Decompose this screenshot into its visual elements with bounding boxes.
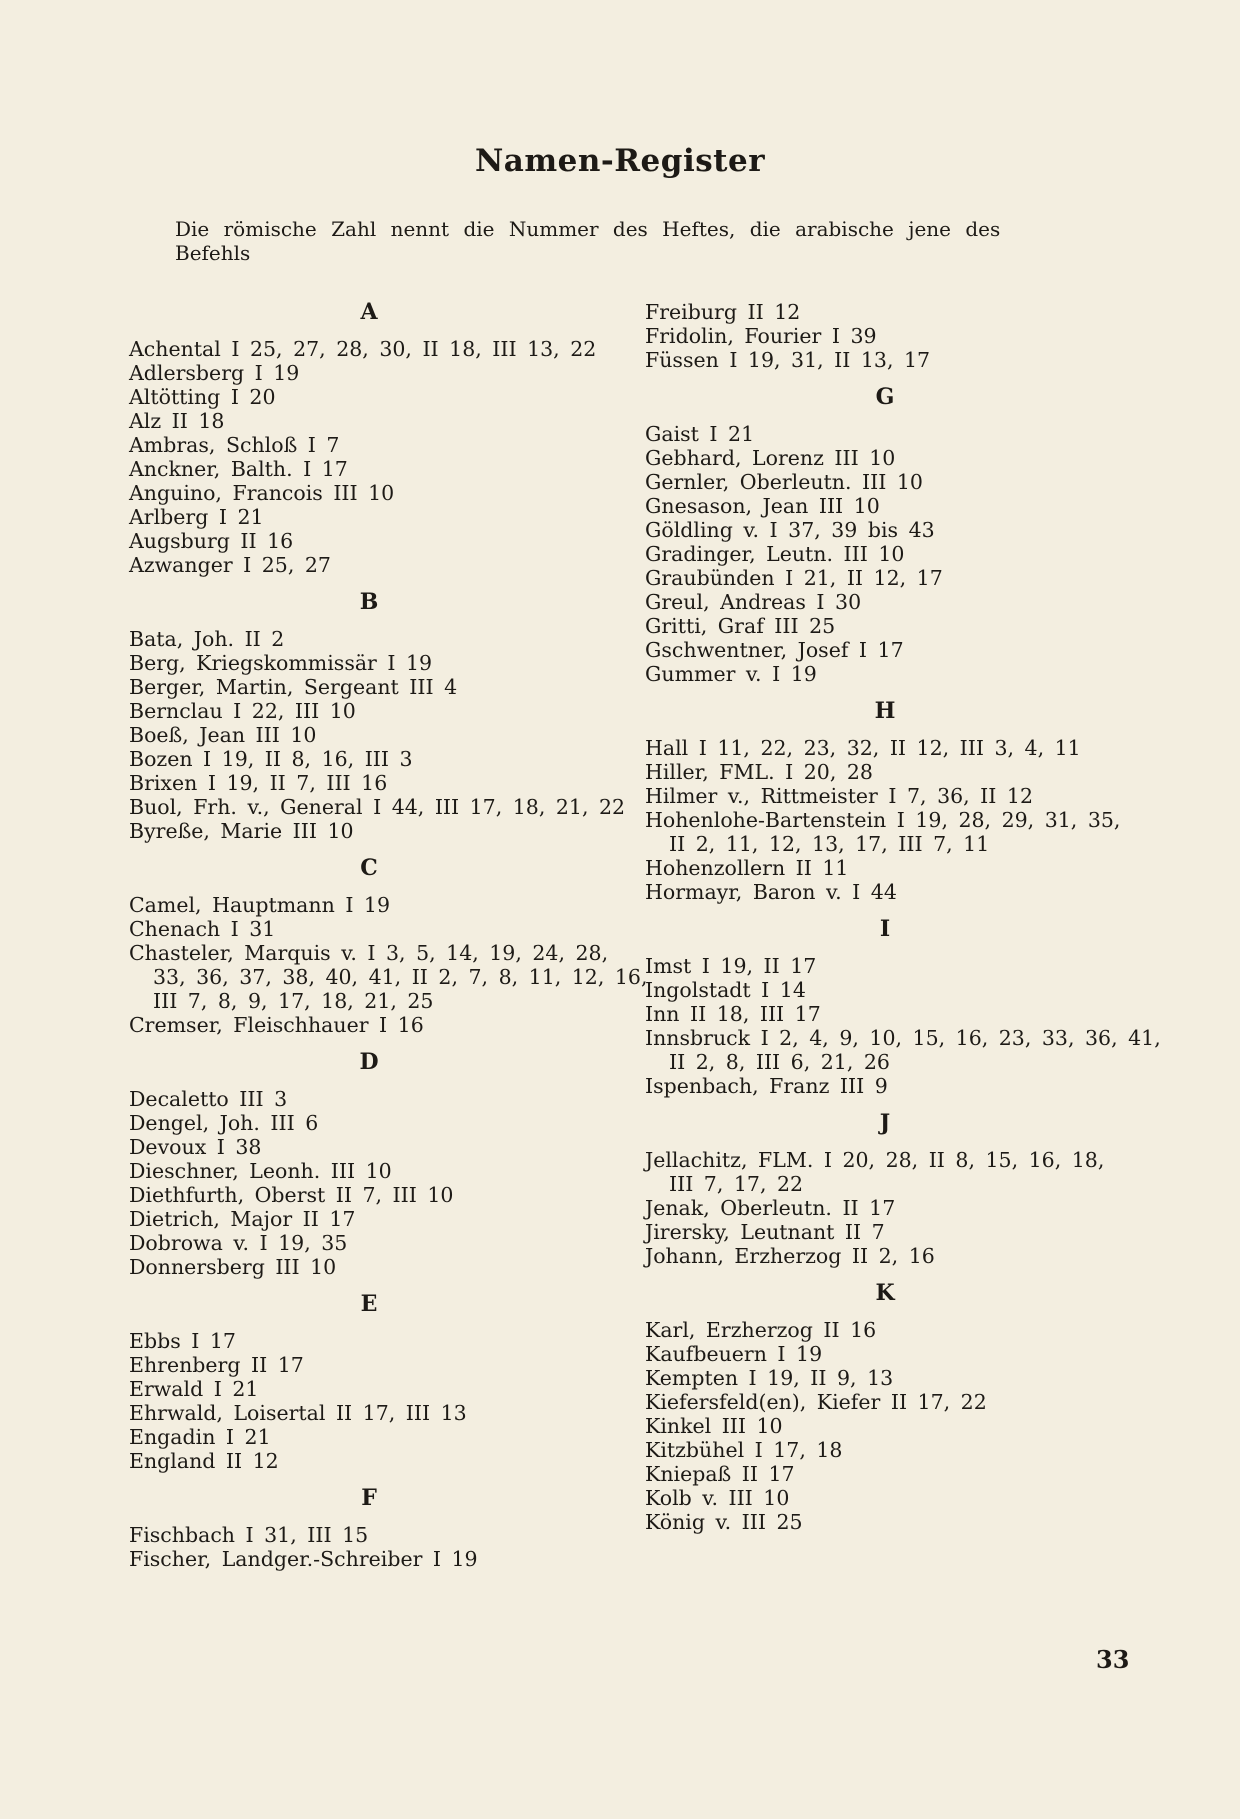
index-entry	[129, 1401, 629, 1425]
entry-line: Achental I 25, 27, 28, 30, II 18, III 13, 22	[129, 337, 597, 361]
section-letter: H	[874, 698, 896, 724]
index-entry	[129, 627, 629, 651]
index-entry	[129, 675, 629, 699]
index-entry	[645, 736, 1145, 760]
entry-line: Diethfurth, Oberst II 7, III 10	[129, 1183, 454, 1207]
index-entry	[645, 1462, 1145, 1486]
index-entry	[645, 662, 1145, 686]
index-entry	[129, 1135, 629, 1159]
entry-line: Greul, Andreas I 30	[645, 590, 862, 614]
index-section	[645, 1281, 1145, 1534]
index-entry	[129, 1087, 629, 1111]
entry-line: Ambras, Schloß I 7	[129, 433, 340, 457]
entry-continuation-line: 33, 36, 37, 38, 40, 41, II 2, 7, 8, 11, 12, 16,	[153, 965, 648, 989]
index-entry	[645, 856, 1145, 880]
entry-line: Ehrenberg II 17	[129, 1353, 304, 1377]
entry-line: Dengel, Joh. III 6	[129, 1111, 319, 1135]
entry-line: Gaist I 21	[645, 422, 755, 446]
index-entry	[645, 978, 1145, 1002]
register-explanation: Die römische Zahl nennt die Nummer des Heftes, die arabische jene des Befehls	[175, 217, 1001, 265]
entry-line: Kiefersfeld(en), Kiefer II 17, 22	[645, 1390, 987, 1414]
index-entry	[645, 1486, 1145, 1510]
entry-line: Ispenbach, Franz III 9	[645, 1074, 888, 1098]
section-letter: E	[360, 1291, 378, 1317]
index-entry	[129, 747, 629, 771]
entry-line: Inn II 18, III 17	[645, 1002, 821, 1026]
entry-continuation-line: III 7, 8, 9, 17, 18, 21, 25	[153, 989, 434, 1013]
section-letter: C	[360, 855, 378, 881]
entry-line: Kniepaß II 17	[645, 1462, 795, 1486]
index-section	[129, 1486, 629, 1571]
entry-line: Cremser, Fleischhauer I 16	[129, 1013, 424, 1037]
index-section	[645, 916, 1161, 1098]
section-letter: K	[875, 1280, 895, 1306]
entry-line: Erwald I 21	[129, 1377, 259, 1401]
entry-line: Fischer, Landger.-Schreiber I 19	[129, 1547, 478, 1571]
index-entry	[129, 1231, 629, 1255]
index-entry	[129, 917, 629, 941]
entry-line: Brixen I 19, II 7, III 16	[129, 771, 388, 795]
section-letter: I	[879, 916, 891, 942]
entry-line: Gradinger, Leutn. III 10	[645, 542, 905, 566]
index-entry	[645, 1220, 1145, 1244]
index-entry	[645, 954, 1145, 978]
entry-line: Augsburg II 16	[129, 529, 294, 553]
index-entry	[645, 760, 1145, 784]
index-entry	[645, 518, 1145, 542]
index-entry	[645, 784, 1145, 808]
entry-line: Göldling v. I 37, 39 bis 43	[645, 518, 935, 542]
index-entry	[645, 300, 1145, 324]
index-entry	[129, 723, 629, 747]
index-entry	[645, 348, 1145, 372]
index-entry	[129, 529, 629, 553]
entry-line: Kitzbühel I 17, 18	[645, 1438, 843, 1462]
index-entry	[129, 361, 629, 385]
entry-line: Hiller, FML. I 20, 28	[645, 760, 873, 784]
entry-line: Kolb v. III 10	[645, 1486, 790, 1510]
entry-line: Berg, Kriegskommissär I 19	[129, 651, 433, 675]
index-entry	[645, 566, 1145, 590]
index-entry	[129, 1183, 629, 1207]
index-entry	[129, 795, 629, 819]
entry-line: Kempten I 19, II 9, 13	[645, 1366, 894, 1390]
entry-line: Arlberg I 21	[129, 505, 264, 529]
section-letter: F	[361, 1485, 377, 1511]
entry-line: Anckner, Balth. I 17	[129, 457, 348, 481]
index-entry	[129, 409, 629, 433]
page-title: Namen-Register	[474, 143, 766, 179]
section-letter: D	[359, 1049, 379, 1075]
entry-line: Fischbach I 31, III 15	[129, 1523, 369, 1547]
index-entry	[129, 481, 629, 505]
index-entry	[645, 1390, 1145, 1414]
index-entry	[129, 893, 629, 917]
entry-line: Gummer v. I 19	[645, 662, 817, 686]
index-entry	[129, 1523, 629, 1547]
index-entry	[645, 1342, 1145, 1366]
index-entry	[645, 494, 1145, 518]
index-entry	[129, 1013, 629, 1037]
entry-line: Decaletto III 3	[129, 1087, 288, 1111]
index-entry	[129, 433, 629, 457]
index-entry	[129, 651, 629, 675]
entry-line: Gebhard, Lorenz III 10	[645, 446, 896, 470]
index-section	[129, 1292, 629, 1473]
index-entry	[129, 819, 629, 843]
index-column-left	[129, 299, 648, 1584]
entry-line: Chasteler, Marquis v. I 3, 5, 14, 19, 24, 28,	[129, 941, 609, 965]
index-entry	[129, 1159, 629, 1183]
index-entry	[645, 1318, 1145, 1342]
section-letter: B	[359, 589, 379, 615]
entry-line: Gnesason, Jean III 10	[645, 494, 880, 518]
index-entry	[129, 1377, 629, 1401]
entry-line: Bata, Joh. II 2	[129, 627, 285, 651]
index-entry	[645, 880, 1145, 904]
entry-line: Ingolstadt I 14	[645, 978, 806, 1002]
index-section	[129, 590, 629, 843]
entry-line: Adlersberg I 19	[129, 361, 300, 385]
entry-line: Bernclau I 22, III 10	[129, 699, 356, 723]
index-entry	[645, 542, 1145, 566]
index-entry	[129, 1207, 629, 1231]
index-entry	[129, 553, 629, 577]
entry-line: Gritti, Graf III 25	[645, 614, 836, 638]
entry-line: Altötting I 20	[129, 385, 276, 409]
section-letter: G	[875, 384, 895, 410]
entry-line: Chenach I 31	[129, 917, 276, 941]
entry-line: Kinkel III 10	[645, 1414, 783, 1438]
index-entry	[645, 1026, 1161, 1074]
entry-line: Ebbs I 17	[129, 1329, 236, 1353]
page-number: 33	[1096, 1645, 1130, 1674]
index-entry	[129, 457, 629, 481]
index-entry	[645, 1196, 1145, 1220]
index-entry	[129, 1111, 629, 1135]
index-section	[129, 300, 629, 577]
entry-line: Hilmer v., Rittmeister I 7, 36, II 12	[645, 784, 1033, 808]
entry-line: Hohenlohe-Bartenstein I 19, 28, 29, 31, 35,	[645, 808, 1121, 832]
index-entry	[129, 771, 629, 795]
index-section	[129, 1050, 629, 1279]
entry-line: Ehrwald, Loisertal II 17, III 13	[129, 1401, 467, 1425]
index-column-right	[645, 300, 1161, 1547]
entry-line: Jenak, Oberleutn. II 17	[645, 1196, 896, 1220]
entry-line: England II 12	[129, 1449, 279, 1473]
entry-line: Boeß, Jean III 10	[129, 723, 317, 747]
index-entry	[645, 1148, 1145, 1196]
entry-line: Hall I 11, 22, 23, 32, II 12, III 3, 4, 11	[645, 736, 1081, 760]
index-entry	[645, 808, 1145, 856]
entry-line: König v. III 25	[645, 1510, 803, 1534]
entry-continuation-line: II 2, 11, 12, 13, 17, III 7, 11	[669, 832, 990, 856]
index-entry	[645, 590, 1145, 614]
entry-continuation-line: II 2, 8, III 6, 21, 26	[669, 1050, 890, 1074]
entry-line: Innsbruck I 2, 4, 9, 10, 15, 16, 23, 33, 36, 41,	[645, 1026, 1161, 1050]
entry-line: Graubünden I 21, II 12, 17	[645, 566, 943, 590]
entry-line: Hormayr, Baron v. I 44	[645, 880, 897, 904]
index-entry	[645, 1244, 1145, 1268]
entry-line: Kaufbeuern I 19	[645, 1342, 823, 1366]
index-entry	[645, 614, 1145, 638]
index-section	[645, 385, 1145, 686]
index-entry	[129, 941, 648, 1013]
entry-line: Engadin I 21	[129, 1425, 271, 1449]
index-entry	[129, 1425, 629, 1449]
entry-line: Gschwentner, Josef I 17	[645, 638, 904, 662]
index-entry	[645, 1366, 1145, 1390]
entry-line: Dietrich, Major II 17	[129, 1207, 356, 1231]
index-entry	[645, 470, 1145, 494]
entry-line: Imst I 19, II 17	[645, 954, 817, 978]
entry-line: Gernler, Oberleutn. III 10	[645, 470, 923, 494]
entry-line: Devoux I 38	[129, 1135, 262, 1159]
entry-line: Anguino, Francois III 10	[129, 481, 395, 505]
index-entry	[645, 638, 1145, 662]
index-section	[645, 699, 1145, 904]
index-entry	[645, 1002, 1145, 1026]
index-entry	[645, 1438, 1145, 1462]
section-letter: J	[879, 1110, 891, 1136]
index-section	[645, 1111, 1145, 1268]
entry-continuation-line: III 7, 17, 22	[669, 1172, 804, 1196]
index-entry	[129, 385, 629, 409]
entry-line: Azwanger I 25, 27	[129, 553, 331, 577]
index-entry	[645, 446, 1145, 470]
entry-line: Jellachitz, FLM. I 20, 28, II 8, 15, 16, 18,	[645, 1148, 1105, 1172]
entry-line: Hohenzollern II 11	[645, 856, 849, 880]
index-entry	[129, 505, 629, 529]
entry-line: Byreße, Marie III 10	[129, 819, 354, 843]
entry-line: Buol, Frh. v., General I 44, III 17, 18, 21, 22	[129, 795, 626, 819]
index-section	[129, 855, 648, 1037]
index-entry	[129, 699, 629, 723]
entry-line: Bozen I 19, II 8, 16, III 3	[129, 747, 413, 771]
entry-line: Freiburg II 12	[645, 300, 801, 324]
entry-line: Camel, Hauptmann I 19	[129, 893, 391, 917]
index-entry	[129, 1329, 629, 1353]
entry-line: Donnersberg III 10	[129, 1255, 337, 1279]
index-entry	[645, 324, 1145, 348]
index-entry	[645, 1074, 1145, 1098]
index-entry	[645, 1414, 1145, 1438]
entry-line: Johann, Erzherzog II 2, 16	[645, 1244, 935, 1268]
index-entry	[129, 1353, 629, 1377]
index-entry	[645, 1510, 1145, 1534]
index-entry	[645, 422, 1145, 446]
entry-line: Karl, Erzherzog II 16	[645, 1318, 877, 1342]
entry-line: Füssen I 19, 31, II 13, 17	[645, 348, 931, 372]
index-entry	[129, 1449, 629, 1473]
entry-line: Dieschner, Leonh. III 10	[129, 1159, 392, 1183]
index-entry	[129, 337, 629, 361]
entry-line: Fridolin, Fourier I 39	[645, 324, 877, 348]
entry-line: Berger, Martin, Sergeant III 4	[129, 675, 458, 699]
section-letter: A	[360, 299, 378, 325]
index-entry	[129, 1547, 629, 1571]
index-section	[645, 300, 1145, 372]
index-entry	[129, 1255, 629, 1279]
entry-line: Alz II 18	[129, 409, 225, 433]
entry-line: Jirersky, Leutnant II 7	[645, 1220, 885, 1244]
entry-line: Dobrowa v. I 19, 35	[129, 1231, 348, 1255]
